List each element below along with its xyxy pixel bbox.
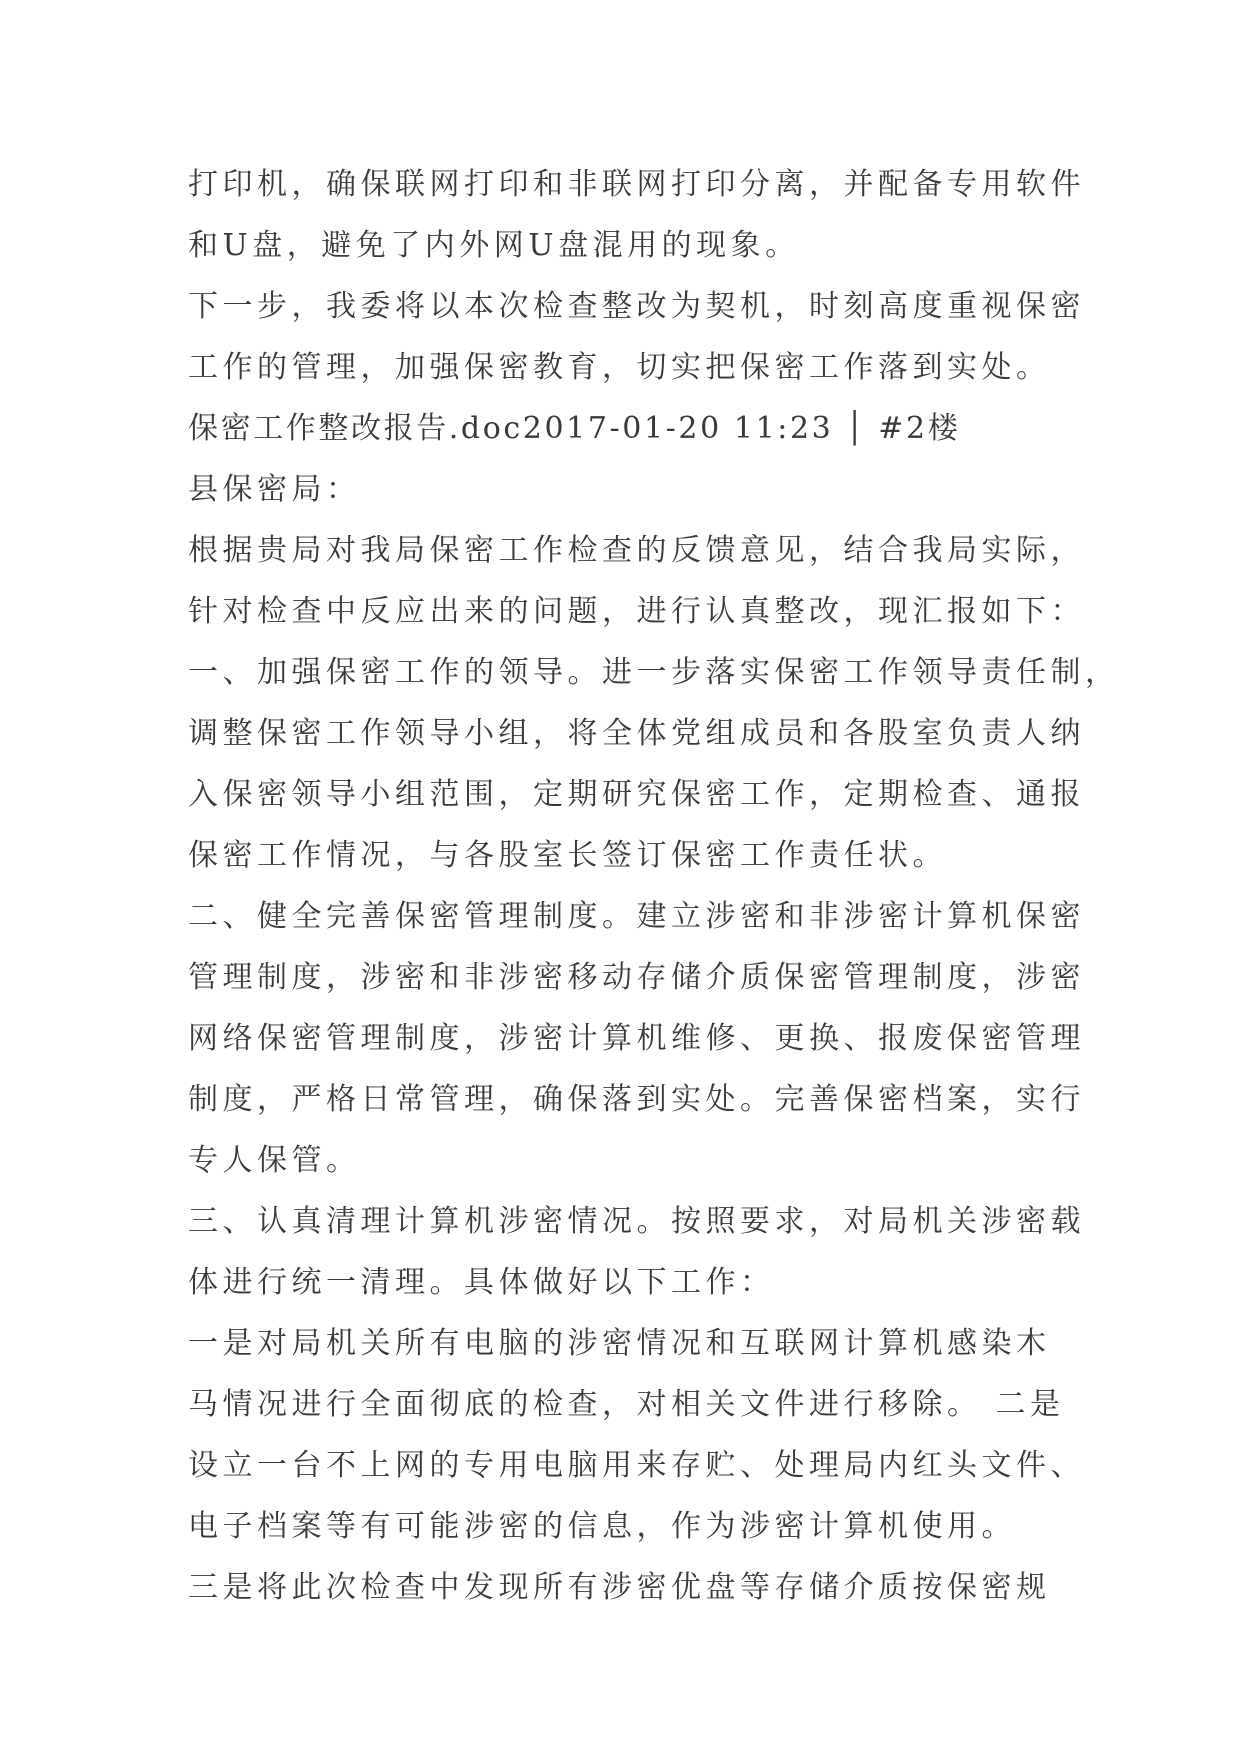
text-line: 网络保密管理制度，涉密计算机维修、更换、报废保密管理 xyxy=(188,1021,1085,1056)
text-line: 调整保密工作领导小组，将全体党组成员和各股室负责人纳 xyxy=(188,716,1085,751)
text-line: 三是将此次检查中发现所有涉密优盘等存储介质按保密规 xyxy=(188,1570,1051,1605)
post-header-line: 保密工作整改报告.doc2017-01-20 11:23 │ #2楼 xyxy=(188,411,961,446)
document-body xyxy=(188,154,1120,1618)
text-line: 设立一台不上网的专用电脑用来存贮、处理局内红头文件、 xyxy=(188,1448,1085,1483)
text-line: 工作的管理，加强保密教育，切实把保密工作落到实处。 xyxy=(188,350,1051,385)
text-line: 管理制度，涉密和非涉密移动存储介质保密管理制度，涉密 xyxy=(188,960,1085,995)
text-line: 下一步，我委将以本次检查整改为契机，时刻高度重视保密 xyxy=(188,289,1085,324)
text-line: 体进行统一清理。具体做好以下工作： xyxy=(188,1265,775,1300)
text-line: 打印机，确保联网打印和非联网打印分离，并配备专用软件 xyxy=(188,167,1085,202)
text-line: 针对检查中反应出来的问题，进行认真整改，现汇报如下： xyxy=(188,594,1085,629)
text-line: 一、加强保密工作的领导。进一步落实保密工作领导责任制， xyxy=(188,655,1120,690)
text-line: 三、认真清理计算机涉密情况。按照要求，对局机关涉密载 xyxy=(188,1204,1085,1239)
text-line: 县保密局： xyxy=(188,472,361,507)
text-line: 和U盘，避免了内外网U盘混用的现象。 xyxy=(188,228,800,263)
text-line: 根据贵局对我局保密工作检查的反馈意见，结合我局实际， xyxy=(188,533,1085,568)
text-line: 二、健全完善保密管理制度。建立涉密和非涉密计算机保密 xyxy=(188,899,1085,934)
text-line: 专人保管。 xyxy=(188,1143,361,1178)
text-line: 电子档案等有可能涉密的信息，作为涉密计算机使用。 xyxy=(188,1509,1016,1544)
text-line: 保密工作情况，与各股室长签订保密工作责任状。 xyxy=(188,838,947,873)
text-line: 马情况进行全面彻底的检查，对相关文件进行移除。 二是 xyxy=(188,1387,1065,1422)
text-line: 入保密领导小组范围，定期研究保密工作，定期检查、通报 xyxy=(188,777,1085,812)
text-line: 一是对局机关所有电脑的涉密情况和互联网计算机感染木 xyxy=(188,1326,1051,1361)
text-line: 制度，严格日常管理，确保落到实处。完善保密档案，实行 xyxy=(188,1082,1085,1117)
